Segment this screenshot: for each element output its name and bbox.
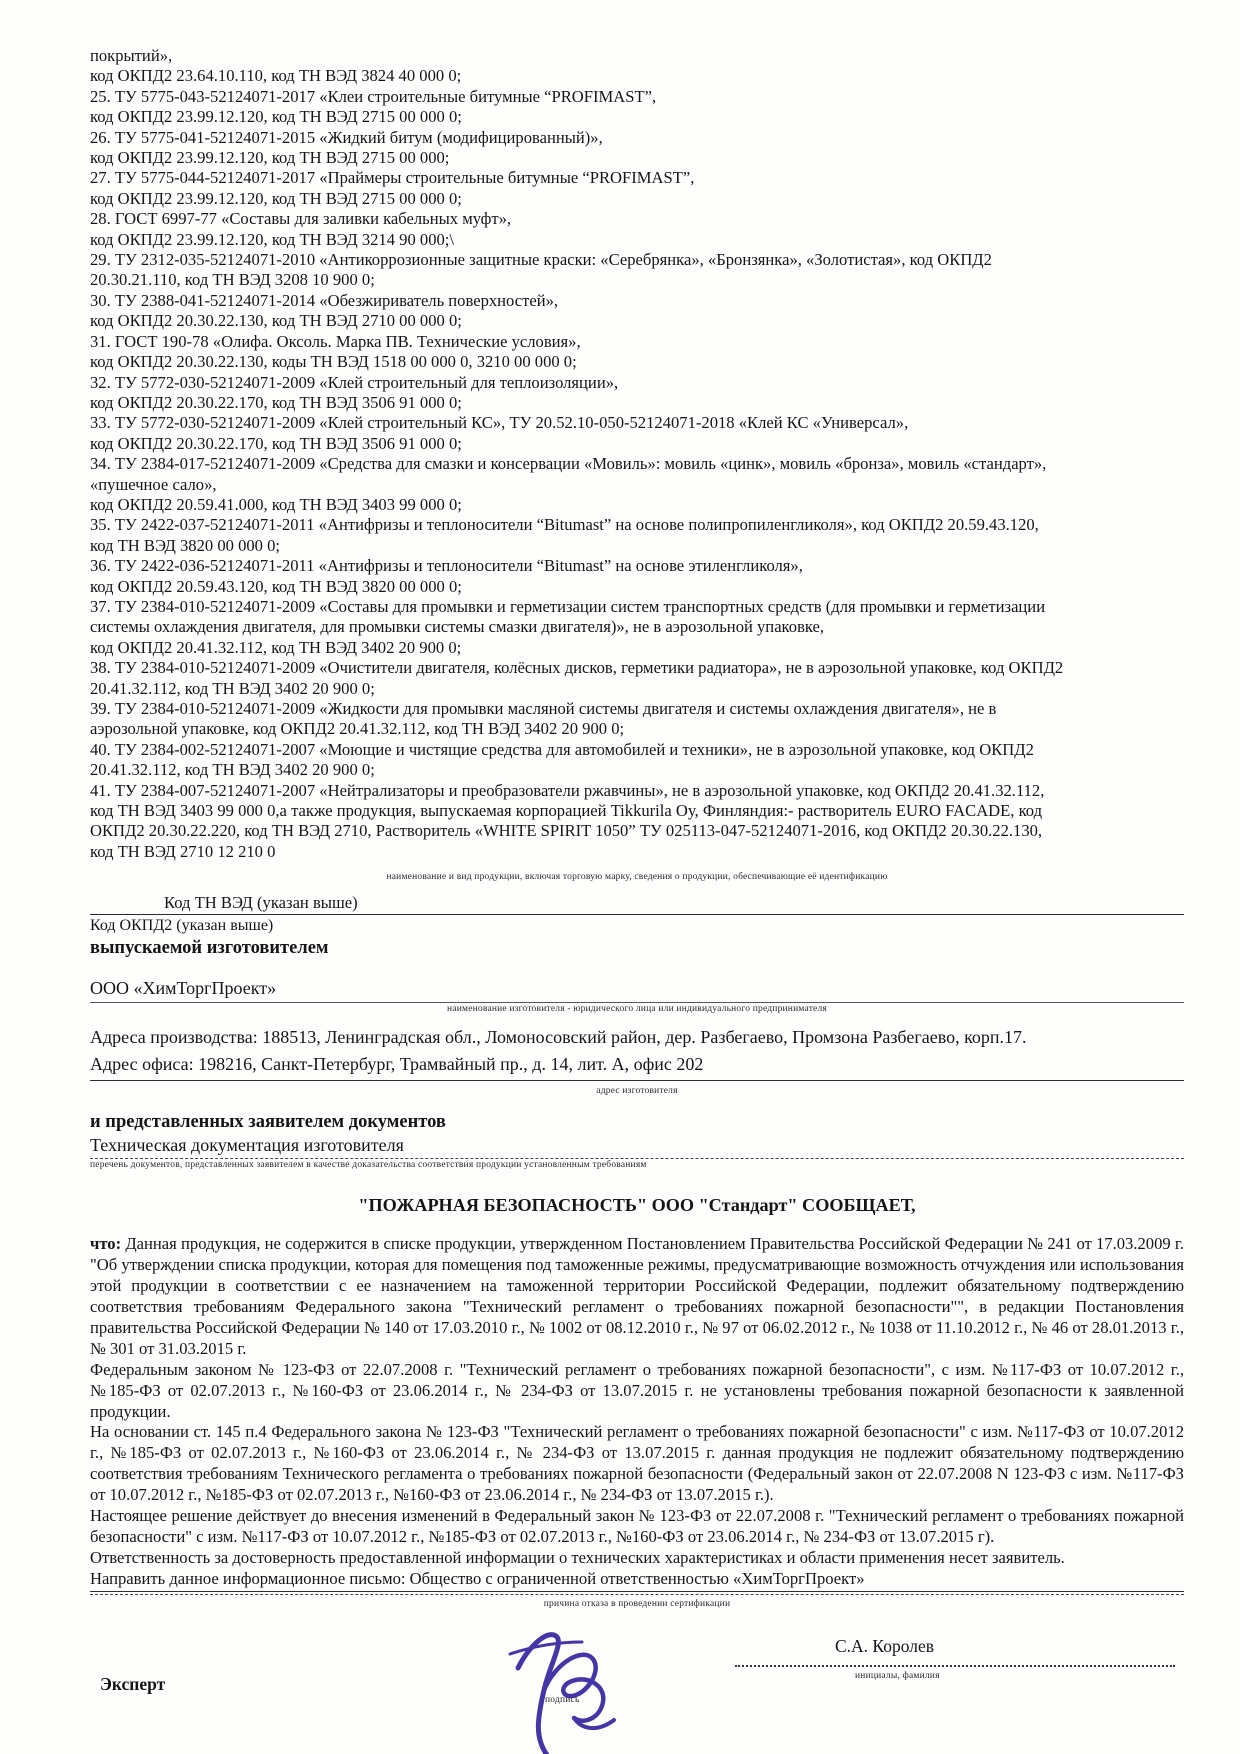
product-list-line: 28. ГОСТ 6997-77 «Составы для заливки кабельных муфт», <box>90 209 512 229</box>
product-list-line: код ОКПД2 20.59.43.120, код ТН ВЭД 3820 00 000 0; <box>90 576 462 596</box>
product-list-line: код ОКПД2 20.30.22.170, код ТН ВЭД 3506 91 000 0; <box>90 433 462 453</box>
office-address: Адрес офиса: 198216, Санкт-Петербург, Трамвайный пр., д. 14, лит. А, офис 202 <box>90 1051 1184 1081</box>
name-dotted-line <box>735 1665 1175 1667</box>
product-list-line: аэрозольной упаковке, код ОКПД2 20.41.32.112, код ТН ВЭД 3402 20 900 0; <box>90 719 625 739</box>
product-list-line: код ОКПД2 23.99.12.120, код ТН ВЭД 2715 00 000 0; <box>90 188 462 208</box>
product-list-line: покрытий», <box>90 46 173 65</box>
documents-caption: перечень документов, представленных заявителем в качестве доказательства соответствия продукции установленным требованиям <box>90 1160 647 1171</box>
product-list-line: 33. ТУ 5772-030-52124071-2009 «Клей строительный КС», ТУ 20.52.10-050-52124071-2018 «Клей КС «Универсал», <box>90 413 909 433</box>
statement-body <box>90 1234 1184 1609</box>
expert-label: Эксперт <box>100 1673 166 1694</box>
address-caption: адрес изготовителя <box>596 1086 678 1097</box>
product-list-line: код ОКПД2 20.30.22.130, код ТН ВЭД 2710 00 000 0; <box>90 311 462 331</box>
production-address: Адреса производства: 188513, Ленинградская обл., Ломоносовский район, дер. Разбегаево, Промзона Разбегаево, корп.17. <box>90 1027 1027 1048</box>
product-list-line: ОКПД2 20.30.22.220, код ТН ВЭД 2710, Растворитель «WHITE SPIRIT 1050” ТУ 025113-047-52124071-2016, код ОКПД2 20.30.22.130, <box>90 821 1043 841</box>
expert-name-column <box>735 1636 1175 1682</box>
product-list-line: 39. ТУ 2384-010-52124071-2009 «Жидкости для промывки масляной системы двигателя и системы охлаждения двигателя», не в <box>90 699 997 718</box>
product-list-line: «пушечное сало», <box>90 474 217 494</box>
what-prefix: что: <box>90 1234 122 1254</box>
product-list-line: код ОКПД2 20.41.32.112, код ТН ВЭД 3402 20 900 0; <box>90 637 462 657</box>
signature-block <box>90 1636 1184 1754</box>
product-list-caption: наименование и вид продукции, включая торговую марку, сведения о продукции, обеспечивающие её идентификацию <box>386 872 888 883</box>
product-list-line: 25. ТУ 5775-043-52124071-2017 «Клеи строительные битумные “PROFIMAST”, <box>90 86 657 106</box>
signature-caption: подпись <box>545 1694 580 1705</box>
product-list-line: 30. ТУ 2388-041-52124071-2014 «Обезжириватель поверхностей», <box>90 290 559 310</box>
code-okpd2-row <box>90 917 1184 935</box>
send-letter-line: Направить данное информационное письмо: Общество с ограниченной ответственностью «ХимТоргПроект» <box>90 1569 1184 1592</box>
product-list-line: 27. ТУ 5775-044-52124071-2017 «Праймеры строительные битумные “PROFIMAST”, <box>90 168 695 188</box>
product-list-line: 29. ТУ 2312-035-52124071-2010 «Антикоррозионные защитные краски: «Серебрянка», «Бронзянка», «Золотистая», код ОКПД2 <box>90 250 992 270</box>
code-tnved-row <box>90 893 1184 915</box>
signature-handwriting <box>490 1624 660 1754</box>
statement-p4: Настоящее решение действует до внесения изменений в Федеральный закон № 123-ФЗ от 22.07.2008 г. "Технический регламент о требованиях пожарной безопасности" с изм. №117-ФЗ от 10.07.2012 г., №185-ФЗ от 02.07.2013 г., №160-ФЗ от 23.06.2014 г., № 234-ФЗ от 13.07.2015 г). <box>90 1506 1184 1546</box>
product-list-line: код ОКПД2 23.99.12.120, код ТН ВЭД 3214 90 000;\ <box>90 229 455 249</box>
product-list <box>90 46 1184 862</box>
statement-p3: На основании ст. 145 п.4 Федерального закона № 123-ФЗ "Технический регламент о требованиях пожарной безопасности" с изм. №117-ФЗ от 10.07.2012 г., №185-ФЗ от 02.07.2013 г., №160-ФЗ от 23.06.2014 г., № 234-ФЗ от 13.07.2015 г. данная продукция не подлежит обязательному подтверждению соответствия требованиям Технического регламента о требованиях пожарной безопасности (Федеральный закон от 22.07.2008 N 123-ФЗ с изм. №117-ФЗ от 10.07.2012 г., №185-ФЗ от 02.07.2013 г., №160-ФЗ от 23.06.2014 г., № 234-ФЗ от 13.07.2015 г.). <box>90 1422 1184 1505</box>
send-letter-caption: причина отказа в проведении сертификации <box>543 1598 731 1609</box>
expert-name: С.А. Королев <box>835 1635 935 1656</box>
statement-p2: Федеральным законом № 123-ФЗ от 22.07.2008 г. "Технический регламент о требованиях пожарной безопасности", с изм. №117-ФЗ от 10.07.2012 г., №185-ФЗ от 02.07.2013 г., №160-ФЗ от 23.06.2014 г., № 234-ФЗ от 13.07.2015 г. не установлены требования пожарной безопасности к заявленной продукции. <box>90 1359 1184 1421</box>
product-list-line: код ТН ВЭД 3403 99 000 0,а также продукция, выпускаемая корпорацией Tikkurila Оу, Финляндия:- растворитель EURO FACADE, код <box>90 801 1043 821</box>
manufacturer-name: ООО «ХимТоргПроект» <box>90 977 1184 1003</box>
initials-caption: инициалы, фамилия <box>855 1670 940 1681</box>
product-list-line: 40. ТУ 2384-002-52124071-2007 «Моющие и чистящие средства для автомобилей и техники», не в аэрозольной упаковке, код ОКПД2 <box>90 739 1034 759</box>
product-list-line: 41. ТУ 2384-007-52124071-2007 «Нейтрализаторы и преобразователи ржавчины», не в аэрозольной упаковке, код ОКПД2 20.41.32.112, <box>90 780 1045 800</box>
product-list-line: код ОКПД2 20.30.22.170, код ТН ВЭД 3506 91 000 0; <box>90 392 462 412</box>
product-list-line: код ОКПД2 20.30.22.130, коды ТН ВЭД 1518 00 000 0, 3210 00 000 0; <box>90 352 577 372</box>
product-list-line: 20.41.32.112, код ТН ВЭД 3402 20 900 0; <box>90 678 375 698</box>
product-list-line: 20.41.32.112, код ТН ВЭД 3402 20 900 0; <box>90 760 375 780</box>
product-list-line: код ТН ВЭД 3820 00 000 0; <box>90 535 281 555</box>
product-list-line: код ОКПД2 23.64.10.110, код ТН ВЭД 3824 40 000 0; <box>90 66 462 86</box>
documents-label: и представленных заявителем документов <box>90 1112 446 1133</box>
product-list-line: код ОКПД2 23.99.12.120, код ТН ВЭД 2715 00 000 0; <box>90 107 462 127</box>
code-okpd2-label: Код ОКПД2 (указан выше) <box>90 917 274 935</box>
send-letter-underline <box>90 1592 1184 1595</box>
product-list-line: 20.30.21.110, код ТН ВЭД 3208 10 900 0; <box>90 270 375 290</box>
statement-paragraph <box>90 1234 1184 1359</box>
issued-by-label: выпускаемой изготовителем <box>90 938 329 959</box>
product-list-line: код ОКПД2 20.59.41.000, код ТН ВЭД 3403 99 000 0; <box>90 494 462 514</box>
product-list-line: 32. ТУ 5772-030-52124071-2009 «Клей строительный для теплоизоляции», <box>90 372 619 392</box>
product-list-line: код ОКПД2 23.99.12.120, код ТН ВЭД 2715 00 000; <box>90 148 450 168</box>
product-list-line: код ТН ВЭД 2710 12 210 0 <box>90 841 276 861</box>
product-list-line: 35. ТУ 2422-037-52124071-2011 «Антифризы и теплоносители “Bitumast” на основе полипропиленгликоля», код ОКПД2 20.59.43.120, <box>90 515 1039 535</box>
code-tnved-label: Код ТН ВЭД (указан выше) <box>164 893 358 913</box>
product-list-line: 31. ГОСТ 190-78 «Олифа. Оксоль. Марка ПВ. Технические условия», <box>90 331 581 351</box>
product-list-line: системы охлаждения двигателя, для промывки системы смазки двигателя)», не в аэрозольной упаковке, <box>90 617 825 637</box>
manufacturer-caption: наименование изготовителя - юридического лица или индивидуального предпринимателя <box>447 1004 827 1015</box>
product-list-line: 26. ТУ 5775-041-52124071-2015 «Жидкий битум (модифицированный)», <box>90 127 603 147</box>
product-list-line: 38. ТУ 2384-010-52124071-2009 «Очистители двигателя, колёсных дисков, герметики радиатора», не в аэрозольной упаковке, код ОКПД2 <box>90 658 1064 678</box>
product-list-line: 37. ТУ 2384-010-52124071-2009 «Составы для промывки и герметизации систем транспортных средств (для промывки и герметизации <box>90 596 1046 616</box>
statement-p5: Ответственность за достоверность предоставленной информации о технических характеристиках и области применения несет заявитель. <box>90 1547 1065 1567</box>
product-list-line: 34. ТУ 2384-017-52124071-2009 «Средства для смазки и консервации «Мовиль»: мовиль «цинк», мовиль «бронза», мовиль «стандарт», <box>90 454 1047 474</box>
statement-title: "ПОЖАРНАЯ БЕЗОПАСНОСТЬ" ООО "Стандарт" СООБЩАЕТ, <box>358 1195 916 1216</box>
product-list-line: 36. ТУ 2422-036-52124071-2011 «Антифризы и теплоносители “Bitumast” на основе этиленгликоля», <box>90 556 803 576</box>
documents-value: Техническая документация изготовителя <box>90 1134 1184 1159</box>
statement-p1: Данная продукция, не содержится в списке продукции, утвержденном Постановлением Правительства Российской Федерации № 241 от 17.03.2009 г. "Об утверждении списка продукции, которая для помещения под таможенные режимы, предусматривающие возможность отчуждения или использования этой продукции в соответствии с ее назначением на таможенной территории Российской Федерации, подлежит обязательному подтверждению соответствия требованиям Федерального закона "Технический регламент о требованиях пожарной безопасности"", в редакции Постановления правительства Российской Федерации № 140 от 17.03.2010 г., № 1002 от 08.12.2010 г., № 97 от 06.02.2012 г., № 1038 от 11.10.2012 г., № 46 от 28.01.2013 г., № 301 от 31.03.2015 г. <box>90 1234 1184 1358</box>
